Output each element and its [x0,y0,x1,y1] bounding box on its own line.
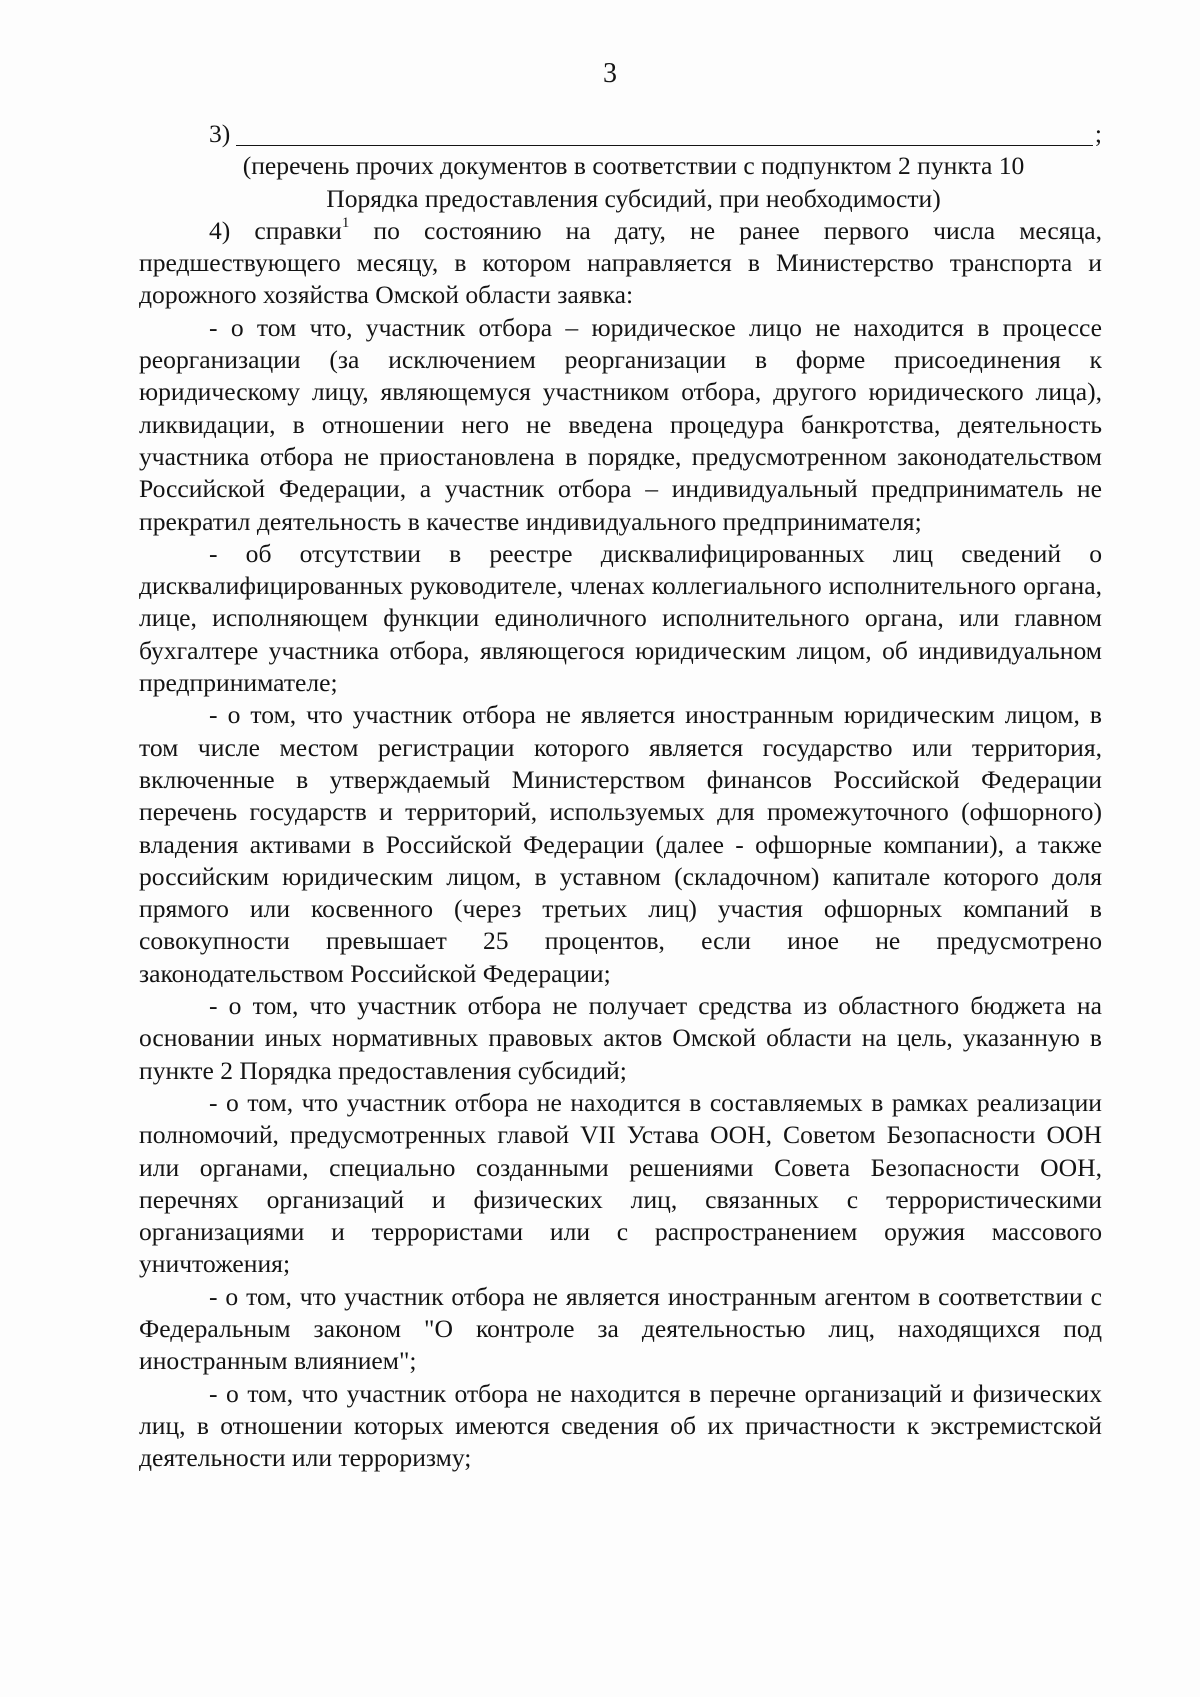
footnote-ref: 1 [341,214,350,231]
item-4-paragraph [139,215,1102,312]
item-3-label: 3) [209,119,231,148]
item-3-caption-line-2: Порядка предоставления субсидий, при необходимости) [326,183,941,213]
item-3-blank-line [139,118,1102,150]
bullet-paragraph: - о том, что участник отбора не получает средства из областного бюджета на основании иных нормативных правовых актов Омской области на цель, указанную в пункте 2 Порядка предоставления субсидий; [139,991,1102,1085]
page-number: 3 [603,58,617,89]
bullet-paragraph: - о том, что участник отбора не является иностранным агентом в соответствии с Федеральным законом "О контроле за деятельностью лиц, находящихся под иностранным влиянием"; [139,1281,1102,1376]
bullet-paragraph: - о том, что участник отбора не находится в составляемых в рамках реализации полномочий, предусмотренных главой VII Устава ООН, Советом Безопасности ООН или органами, специально созданными решениями Совета Безопасности ООН, перечнях организаций и физических лиц, связанных с террористическими организациями и террористами или с распространением оружия массового уничтожения; [139,1087,1102,1279]
bullet-paragraph: - о том, что участник отбора не является иностранным юридическим лицом, в том числе местом регистрации которого является государство или территория, включенные в утверждаемый Министерством финансов Российской Федерации перечень государств и территорий, используемых для промежуточного (офшорного) владения активами в Российской Федерации (далее - офшорные компании), а также российским юридическим лицом, в уставном (складочном) капитале которого доля прямого или косвенного (через третьих лиц) участия офшорных компаний в совокупности превышает 25 процентов, если иное не предусмотрено законодательством Российской Федерации; [139,700,1102,988]
item-3-caption-line-1: (перечень прочих документов в соответствии с подпунктом 2 пункта 10 [242,151,1025,181]
bullet-paragraph: - об отсутствии в реестре дисквалифицированных лиц сведений о дисквалифицированных руководителе, членах коллегиального исполнительного органа, лице, исполняющем функции единоличного исполнительного органа, или главном бухгалтере участника отбора, являющегося юридическим лицом, об индивидуальном предпринимателе; [139,538,1102,698]
item-3-terminator: ; [1094,119,1102,148]
bullet-paragraph: - о том, что участник отбора не находится в перечне организаций и физических лиц, в отношении которых имеются сведения об их причастности к экстремистской деятельности или терроризму; [139,1378,1102,1473]
document-body [139,118,1102,1474]
fill-in-line [236,120,1093,146]
item-4-text: по состоянию на дату, не ранее первого числа месяца, предшествующего месяцу, в котором направляется в Министерство транспорта и дорожного хозяйства Омской области заявка: [139,215,1102,310]
item-4-prefix: 4) справки [209,215,342,245]
bullet-paragraph: - о том что, участник отбора – юридическое лицо не находится в процессе реорганизации (за исключением реорганизации в форме присоединения к юридическому лицу, являющемуся участником отбора, другого юридического лица), ликвидации, в отношении него не введена процедура банкротства, деятельность участника отбора не приостановлена в порядке, предусмотренном законодательством Российской Федерации, а участник отбора – индивидуальный предприниматель не прекратил деятельность в качестве индивидуального предпринимателя; [139,312,1102,536]
